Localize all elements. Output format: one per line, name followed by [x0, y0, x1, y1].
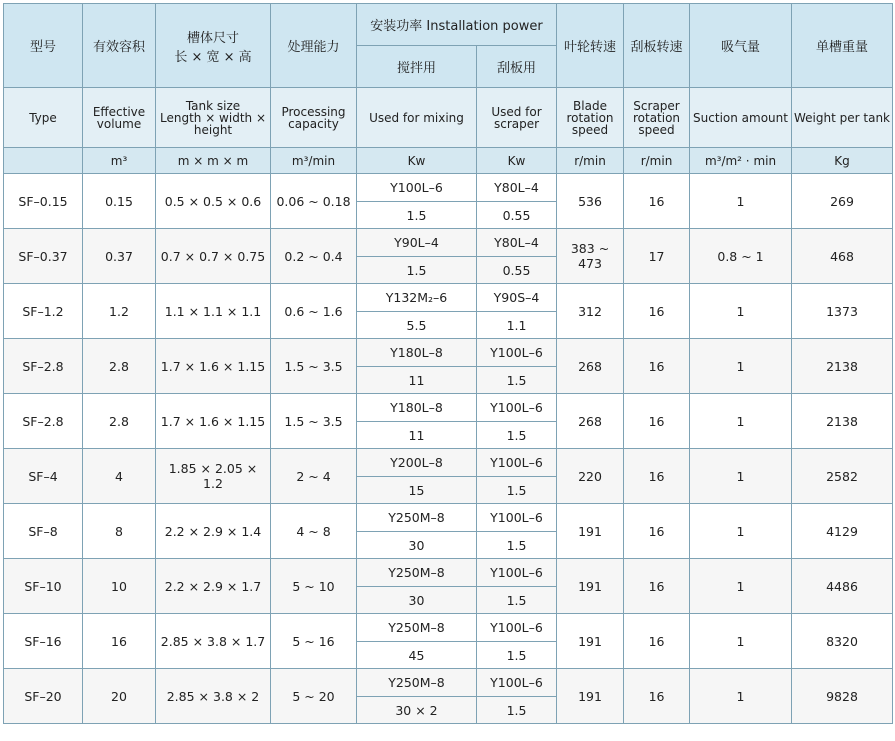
cell-mixing-motor: Y180L–8: [357, 339, 477, 367]
header-capacity: 处理能力: [271, 4, 357, 88]
cell-scraper-power: 1.5: [477, 367, 557, 394]
cell-mixing-motor: Y250M–8: [357, 669, 477, 697]
header-weight: 单槽重量: [792, 4, 893, 88]
table-row: [4, 394, 893, 422]
cell-mixing-motor: Y200L–8: [357, 449, 477, 477]
unit-capacity: m³/min: [271, 148, 357, 174]
header-en-capacity: Processing capacity: [271, 88, 357, 148]
cell-weight: 4129: [792, 504, 893, 559]
cell-scraper-power: 1.5: [477, 642, 557, 669]
cell-scraper-power: 1.5: [477, 477, 557, 504]
header-scraper: 刮板用: [477, 46, 557, 88]
cell-mixing-motor: Y250M–8: [357, 504, 477, 532]
cell-blade-speed: 536: [557, 174, 624, 229]
table-row: [4, 504, 893, 532]
cell-scraper-speed: 17: [624, 229, 690, 284]
unit-scraper: Kw: [477, 148, 557, 174]
header-en-scraper-speed: Scraper rotation speed: [624, 88, 690, 148]
cell-mixing-power: 30: [357, 532, 477, 559]
cell-mixing-power: 11: [357, 422, 477, 449]
cell-weight: 1373: [792, 284, 893, 339]
cell-blade-speed: 268: [557, 339, 624, 394]
cell-volume: 1.2: [83, 284, 156, 339]
cell-type: SF–8: [4, 504, 83, 559]
cell-scraper-speed: 16: [624, 339, 690, 394]
cell-volume: 2.8: [83, 339, 156, 394]
cell-capacity: 5 ~ 16: [271, 614, 357, 669]
cell-weight: 9828: [792, 669, 893, 724]
cell-weight: 269: [792, 174, 893, 229]
cell-type: SF–16: [4, 614, 83, 669]
cell-scraper-speed: 16: [624, 669, 690, 724]
cell-volume: 20: [83, 669, 156, 724]
cell-mixing-motor: Y100L–6: [357, 174, 477, 202]
cell-weight: 4486: [792, 559, 893, 614]
cell-mixing-power: 5.5: [357, 312, 477, 339]
cell-type: SF–2.8: [4, 339, 83, 394]
cell-tank-size: 1.7 × 1.6 × 1.15: [156, 394, 271, 449]
header-installation-power: 安装功率 Installation power: [357, 4, 557, 46]
cell-tank-size: 2.85 × 3.8 × 2: [156, 669, 271, 724]
table-row: [4, 284, 893, 312]
cell-scraper-motor: Y100L–6: [477, 504, 557, 532]
cell-mixing-power: 1.5: [357, 257, 477, 284]
cell-suction: 1: [690, 559, 792, 614]
header-en-tank-size: Tank size Length × width × height: [156, 88, 271, 148]
cell-scraper-speed: 16: [624, 284, 690, 339]
cell-tank-size: 0.5 × 0.5 × 0.6: [156, 174, 271, 229]
cell-capacity: 0.2 ~ 0.4: [271, 229, 357, 284]
unit-suction: m³/m² · min: [690, 148, 792, 174]
cell-volume: 0.15: [83, 174, 156, 229]
cell-tank-size: 1.1 × 1.1 × 1.1: [156, 284, 271, 339]
cell-blade-speed: 191: [557, 614, 624, 669]
header-suction: 吸气量: [690, 4, 792, 88]
cell-mixing-power: 15: [357, 477, 477, 504]
cell-scraper-power: 1.5: [477, 532, 557, 559]
cell-scraper-power: 1.5: [477, 422, 557, 449]
header-tank-size: 槽体尺寸 长 × 宽 × 高: [156, 4, 271, 88]
cell-blade-speed: 191: [557, 504, 624, 559]
cell-blade-speed: 191: [557, 669, 624, 724]
cell-mixing-power: 30: [357, 587, 477, 614]
header-scraper-speed: 刮板转速: [624, 4, 690, 88]
cell-tank-size: 0.7 × 0.7 × 0.75: [156, 229, 271, 284]
cell-tank-size: 1.85 × 2.05 × 1.2: [156, 449, 271, 504]
cell-tank-size: 2.2 × 2.9 × 1.7: [156, 559, 271, 614]
cell-capacity: 5 ~ 20: [271, 669, 357, 724]
unit-volume: m³: [83, 148, 156, 174]
cell-suction: 1: [690, 394, 792, 449]
table-row: [4, 559, 893, 587]
cell-mixing-motor: Y180L–8: [357, 394, 477, 422]
cell-weight: 8320: [792, 614, 893, 669]
cell-capacity: 1.5 ~ 3.5: [271, 394, 357, 449]
cell-weight: 468: [792, 229, 893, 284]
cell-suction: 1: [690, 614, 792, 669]
cell-blade-speed: 268: [557, 394, 624, 449]
cell-tank-size: 1.7 × 1.6 × 1.15: [156, 339, 271, 394]
cell-suction: 0.8 ~ 1: [690, 229, 792, 284]
cell-mixing-power: 11: [357, 367, 477, 394]
header-model: 型号: [4, 4, 83, 88]
cell-weight: 2582: [792, 449, 893, 504]
cell-suction: 1: [690, 174, 792, 229]
table-row: [4, 449, 893, 477]
unit-scraper-speed: r/min: [624, 148, 690, 174]
cell-volume: 2.8: [83, 394, 156, 449]
cell-capacity: 4 ~ 8: [271, 504, 357, 559]
cell-capacity: 5 ~ 10: [271, 559, 357, 614]
unit-mixing: Kw: [357, 148, 477, 174]
cell-capacity: 1.5 ~ 3.5: [271, 339, 357, 394]
unit-weight: Kg: [792, 148, 893, 174]
cell-suction: 1: [690, 339, 792, 394]
cell-tank-size: 2.85 × 3.8 × 1.7: [156, 614, 271, 669]
cell-scraper-speed: 16: [624, 559, 690, 614]
cell-type: SF–20: [4, 669, 83, 724]
cell-scraper-power: 1.5: [477, 587, 557, 614]
cell-scraper-motor: Y100L–6: [477, 339, 557, 367]
cell-volume: 16: [83, 614, 156, 669]
header-en-volume: Effective volume: [83, 88, 156, 148]
cell-volume: 10: [83, 559, 156, 614]
cell-blade-speed: 383 ~ 473: [557, 229, 624, 284]
cell-scraper-speed: 16: [624, 614, 690, 669]
cell-scraper-power: 0.55: [477, 257, 557, 284]
table-row: [4, 669, 893, 697]
cell-volume: 8: [83, 504, 156, 559]
cell-blade-speed: 191: [557, 559, 624, 614]
cell-scraper-speed: 16: [624, 449, 690, 504]
cell-suction: 1: [690, 284, 792, 339]
cell-scraper-motor: Y100L–6: [477, 669, 557, 697]
cell-mixing-motor: Y250M–8: [357, 614, 477, 642]
cell-suction: 1: [690, 669, 792, 724]
unit-model: [4, 148, 83, 174]
table-row: [4, 229, 893, 257]
cell-scraper-motor: Y80L–4: [477, 229, 557, 257]
unit-blade-speed: r/min: [557, 148, 624, 174]
cell-weight: 2138: [792, 339, 893, 394]
table-row: [4, 174, 893, 202]
cell-type: SF–4: [4, 449, 83, 504]
cell-mixing-power: 30 × 2: [357, 697, 477, 724]
cell-suction: 1: [690, 449, 792, 504]
header-en-blade-speed: Blade rotation speed: [557, 88, 624, 148]
cell-mixing-motor: Y132M₂–6: [357, 284, 477, 312]
cell-mixing-motor: Y250M–8: [357, 559, 477, 587]
cell-mixing-power: 1.5: [357, 202, 477, 229]
unit-tank: m × m × m: [156, 148, 271, 174]
cell-volume: 4: [83, 449, 156, 504]
header-en-scraper: Used for scraper: [477, 88, 557, 148]
header-blade-speed: 叶轮转速: [557, 4, 624, 88]
cell-blade-speed: 220: [557, 449, 624, 504]
cell-scraper-speed: 16: [624, 394, 690, 449]
cell-type: SF–0.15: [4, 174, 83, 229]
cell-scraper-motor: Y100L–6: [477, 614, 557, 642]
cell-scraper-speed: 16: [624, 504, 690, 559]
cell-scraper-speed: 16: [624, 174, 690, 229]
cell-suction: 1: [690, 504, 792, 559]
spec-table: [3, 3, 893, 724]
cell-type: SF–0.37: [4, 229, 83, 284]
cell-type: SF–1.2: [4, 284, 83, 339]
header-mixing: 搅拌用: [357, 46, 477, 88]
cell-tank-size: 2.2 × 2.9 × 1.4: [156, 504, 271, 559]
cell-mixing-motor: Y90L–4: [357, 229, 477, 257]
cell-capacity: 2 ~ 4: [271, 449, 357, 504]
table-row: [4, 339, 893, 367]
cell-scraper-power: 0.55: [477, 202, 557, 229]
cell-scraper-motor: Y100L–6: [477, 559, 557, 587]
cell-type: SF–2.8: [4, 394, 83, 449]
cell-blade-speed: 312: [557, 284, 624, 339]
header-volume: 有效容积: [83, 4, 156, 88]
cell-scraper-motor: Y100L–6: [477, 394, 557, 422]
cell-scraper-power: 1.5: [477, 697, 557, 724]
header-en-suction: Suction amount: [690, 88, 792, 148]
table-body: [4, 174, 893, 724]
cell-scraper-power: 1.1: [477, 312, 557, 339]
table-row: [4, 614, 893, 642]
header-en-type: Type: [4, 88, 83, 148]
cell-capacity: 0.06 ~ 0.18: [271, 174, 357, 229]
cell-capacity: 0.6 ~ 1.6: [271, 284, 357, 339]
cell-type: SF–10: [4, 559, 83, 614]
cell-scraper-motor: Y90S–4: [477, 284, 557, 312]
cell-mixing-power: 45: [357, 642, 477, 669]
cell-scraper-motor: Y80L–4: [477, 174, 557, 202]
cell-scraper-motor: Y100L–6: [477, 449, 557, 477]
header-en-mixing: Used for mixing: [357, 88, 477, 148]
cell-volume: 0.37: [83, 229, 156, 284]
header-en-weight: Weight per tank: [792, 88, 893, 148]
cell-weight: 2138: [792, 394, 893, 449]
